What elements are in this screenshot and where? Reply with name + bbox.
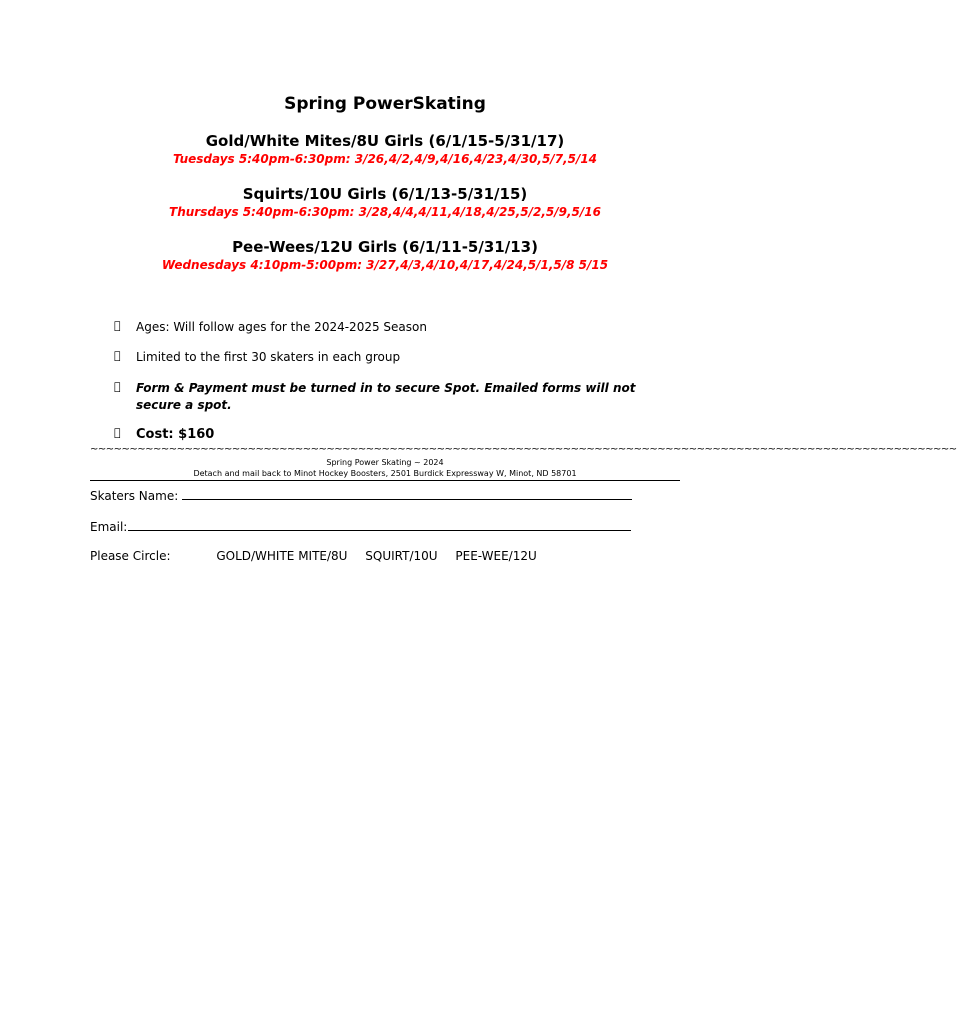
email-label: Email:: [90, 520, 128, 534]
bullet-icon: [114, 380, 126, 393]
option-peewee[interactable]: PEE-WEE/12U: [455, 549, 537, 563]
group-schedule-squirts: Thursdays 5:40pm-6:30pm: 3/28,4/4,4/11,4/18,4/25,5/2,5/9,5/16: [169, 205, 601, 219]
bullet-text: Cost: $160: [136, 427, 215, 442]
group-heading-mites: Gold/White Mites/8U Girls (6/1/15-5/31/17): [205, 132, 565, 150]
bullet-icon: [114, 319, 126, 332]
circle-label: Please Circle:: [90, 549, 171, 563]
group-schedule-mites: Tuesdays 5:40pm-6:30pm: 3/26,4/2,4/9,4/16,4/23,4/30,5/7,5/14: [172, 152, 598, 166]
tilde-separator: ~~~~~~~~~~~~~~~~~~~~~~~~~~~~~~~~~~~~~~~~~~~~~~~~~~~~~~~~~~~~~~~~~~~~~~~~~~~~~~~~~~~~~~~~~~~~~~~~~~~~~~~~~~~~~~: [90, 444, 957, 455]
skater-name-row: [90, 488, 632, 503]
bullet-icon: [114, 426, 126, 439]
email-blank[interactable]: [128, 519, 631, 531]
circle-options: [216, 549, 550, 563]
bullet-text: Ages: Will follow ages for the 2024-2025 Season: [136, 320, 427, 334]
option-squirt[interactable]: SQUIRT/10U: [365, 549, 438, 563]
bullet-text: Form & Payment must be turned in to secure Spot. Emailed forms will not secure a spot.: [136, 381, 636, 412]
detach-instructions: Detach and mail back to Minot Hockey Boosters, 2501 Burdick Expressway W, Minot, ND 58701: [90, 469, 680, 481]
option-mite[interactable]: GOLD/WHITE MITE/8U: [216, 549, 348, 563]
page-title: Spring PowerSkating: [284, 94, 486, 114]
email-row: [90, 519, 631, 534]
skater-name-blank[interactable]: [182, 488, 632, 500]
circle-row: [90, 549, 551, 563]
group-heading-squirts: Squirts/10U Girls (6/1/13-5/31/15): [242, 185, 528, 203]
bullet-icon: [114, 349, 126, 362]
detach-title: Spring Power Skating ~ 2024: [326, 458, 444, 467]
group-heading-peewees: Pee-Wees/12U Girls (6/1/11-5/31/13): [232, 238, 538, 256]
group-schedule-peewees: Wednesdays 4:10pm-5:00pm: 3/27,4/3,4/10,4/17,4/24,5/1,5/8 5/15: [161, 258, 609, 272]
skater-name-label: Skaters Name:: [90, 489, 179, 503]
bullet-text: Limited to the first 30 skaters in each group: [136, 350, 401, 364]
